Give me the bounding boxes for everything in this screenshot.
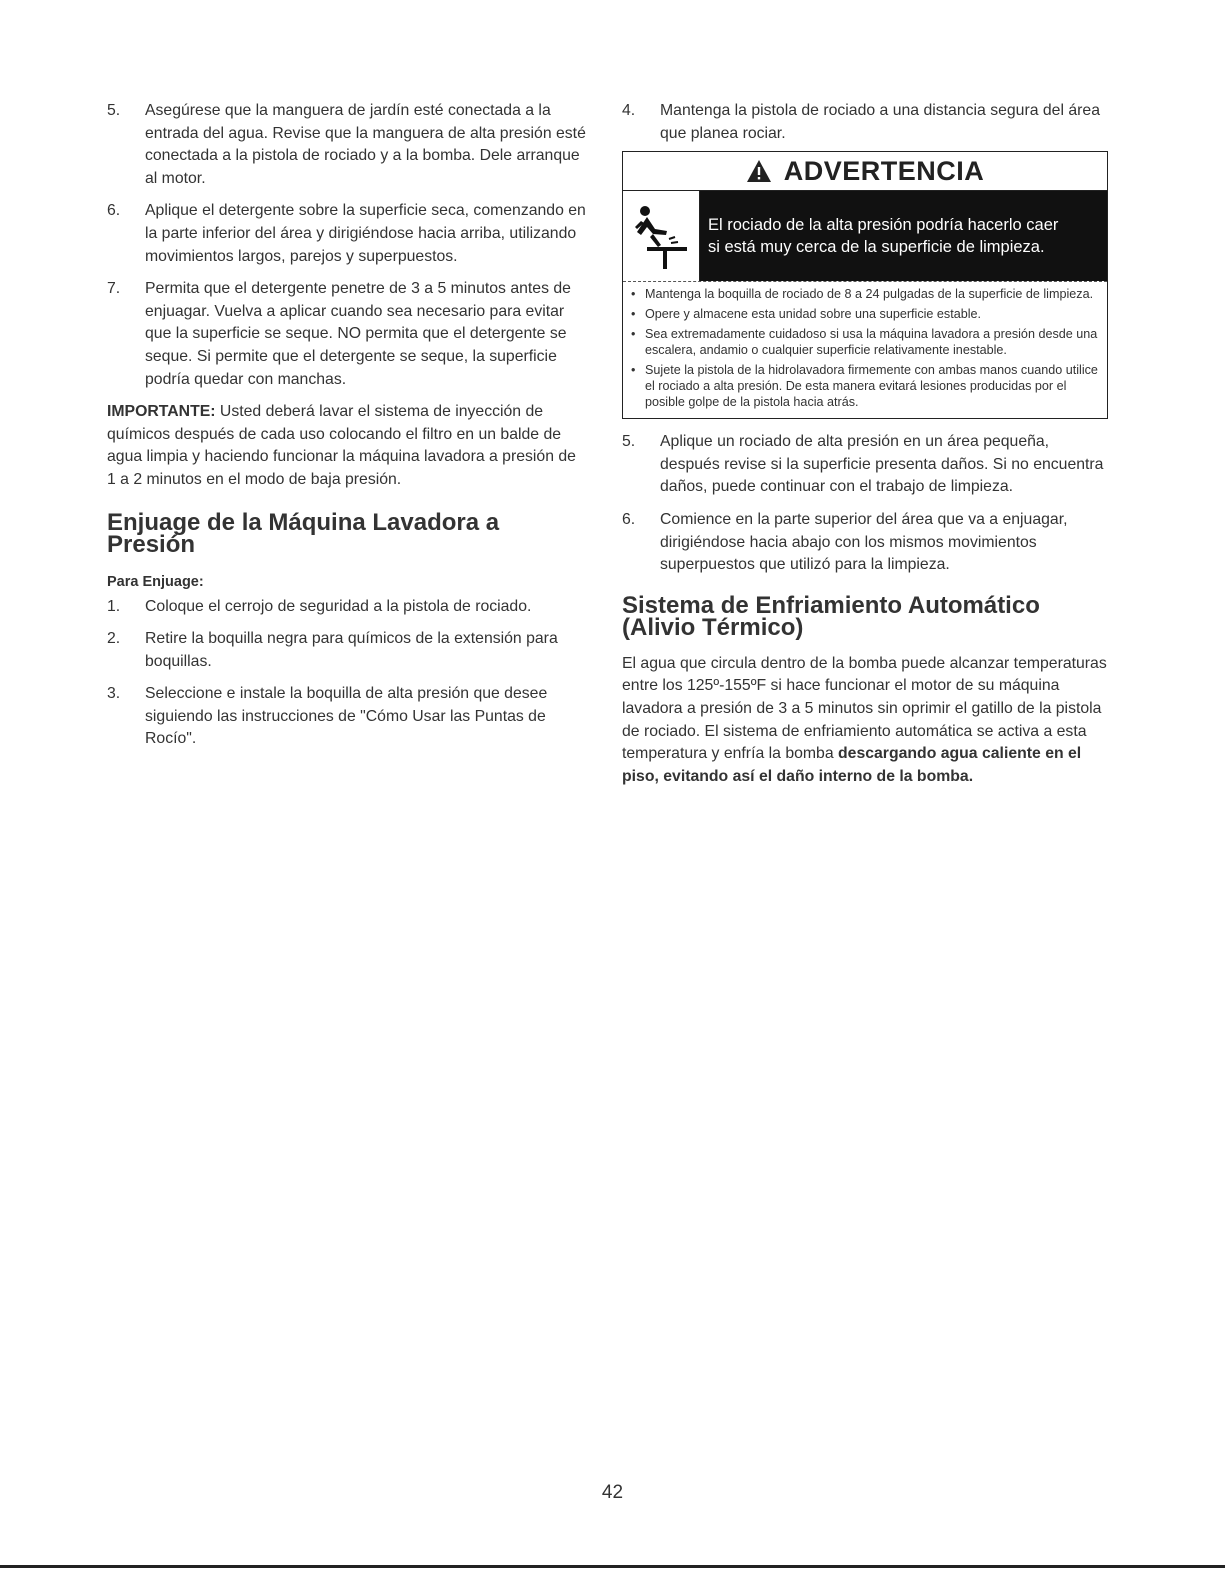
list-number: 6. xyxy=(622,510,636,528)
list-number: 6. xyxy=(107,202,121,220)
slip-hazard-panel xyxy=(623,191,700,281)
list-number: 5. xyxy=(622,433,636,451)
warning-bullet: • Opere y almacene esta unidad sobre una superficie estable. xyxy=(631,307,982,322)
list-text: Seleccione e instale la boquilla de alta presión que desee siguiendo las instrucciones de "Cómo Usar las Puntas de Rocío". xyxy=(145,685,548,748)
list-number: 2. xyxy=(107,630,121,648)
paragraph-text: El agua que circula dentro de la bomba puede alcanzar temperaturas entre los 125º-155ºF si hace funcionar el motor de su máquina lavadora a presión de 3 a 5 minutos sin oprimir el gatillo de la pistola de rociado. El sistema de enfriamiento automática se activa a esta temperatura y enfría la bomba xyxy=(622,654,1107,763)
warning-banner xyxy=(623,191,1107,282)
list-item xyxy=(107,278,587,391)
cooling-paragraph xyxy=(622,653,1108,789)
warning-title: ADVERTENCIA xyxy=(783,155,985,186)
banner-line: si está muy cerca de la superficie de limpieza. xyxy=(708,238,1045,257)
list-item xyxy=(107,683,587,751)
section-heading-cooling: Sistema de Enfriamiento Automático (Alivio Térmico) xyxy=(622,591,1040,641)
list-item xyxy=(622,509,1108,577)
list-text: Permita que el detergente penetre de 3 a 5 minutos antes de enjuagar. Vuelva a aplicar cuando sea necesario para evitar que la superficie se seque. NO permita que el detergente se seque. Si permite que el detergente se seque, la superficie podría quedar con manchas. xyxy=(145,280,571,388)
list-item xyxy=(107,200,587,268)
bullet-text: Sea extremadamente cuidadoso si usa la máquina lavadora a presión desde una escalera, andamio o cualquier superficie relativamente inestable. xyxy=(645,327,1098,358)
slip-hazard-icon xyxy=(633,201,689,271)
list-number: 4. xyxy=(622,102,636,119)
warning-banner-text xyxy=(700,191,1107,281)
subheading-rinse: Para Enjuage: xyxy=(107,573,204,590)
list-number: 3. xyxy=(107,685,121,703)
list-text: Coloque el cerrojo de seguridad a la pistola de rociado. xyxy=(145,597,532,615)
list-text: Aplique el detergente sobre la superficie seca, comenzando en la parte inferior del área y dirigiéndose hacia arriba, utilizando movimientos largos, parejos y superpuestos. xyxy=(145,202,586,265)
list-text: Retire la boquilla negra para químicos de la extensión para boquillas. xyxy=(145,630,558,670)
important-label: IMPORTANTE: xyxy=(107,403,216,421)
bullet-text: Mantenga la boquilla de rociado de 8 a 24 pulgadas de la superficie de limpieza. xyxy=(645,287,1094,302)
list-text: Comience en la parte superior del área que va a enjuagar, dirigiéndose hacia abajo con los mismos movimientos superpuestos que utilizó para la limpieza. xyxy=(660,510,1068,574)
warning-bullet: • Sea extremadamente cuidadoso si usa la máquina lavadora a presión desde una escalera, andamio o cualquier superficie relativamente inestable. xyxy=(631,327,1098,358)
list-item xyxy=(107,100,587,190)
paragraph-bold-text: descargando agua caliente en el piso, evitando así el daño interno de la bomba. xyxy=(622,745,1082,785)
bullet-text: Sujete la pistola de la hidrolavadora firmemente con ambas manos cuando utilice el rociado a alta presión. De esta manera evitará lesiones producidas por el posible golpe de la pistola hacia atrás. xyxy=(645,363,1098,410)
left-column xyxy=(107,100,587,761)
warning-bullet: • Sujete la pistola de la hidrolavadora firmemente con ambas manos cuando utilice el rociado a alta presión. De esta manera evitará lesiones producidas por el posible golpe de la pistola hacia atrás. xyxy=(631,363,1098,410)
list-item xyxy=(107,596,587,619)
warning-title-bar xyxy=(623,152,1107,191)
important-text: Usted deberá lavar el sistema de inyección de químicos después de cada uso colocando el filtro en un balde de agua limpia y haciendo funcionar la máquina lavadora a presión de 1 a 2 minutos en el modo de baja presión. xyxy=(107,403,576,488)
right-column xyxy=(622,100,1108,798)
banner-line: El rociado de la alta presión podría hacerlo caer xyxy=(708,216,1059,235)
list-item xyxy=(622,100,1108,145)
list-number: 1. xyxy=(107,597,121,615)
warning-triangle-icon xyxy=(746,159,772,183)
bullet-text: Opere y almacene esta unidad sobre una superficie estable. xyxy=(645,307,982,322)
warning-bullets xyxy=(623,282,1107,418)
warning-box xyxy=(622,151,1108,419)
page-number: 42 xyxy=(601,1482,624,1503)
list-item xyxy=(107,628,587,673)
list-number: 5. xyxy=(107,102,121,119)
footer-rule xyxy=(0,1565,1225,1568)
section-heading-rinse: Enjuage de la Máquina Lavadora a Presión xyxy=(107,508,500,558)
list-text: Asegúrese que la manguera de jardín esté conectada a la entrada del agua. Revise que la manguera de alta presión esté conectada a la pistola de rociado y a la bomba. Dele arranque al motor. xyxy=(145,102,586,187)
list-text: Mantenga la pistola de rociado a una distancia segura del área que planea rociar. xyxy=(660,102,1100,142)
warning-bullet: • Mantenga la boquilla de rociado de 8 a 24 pulgadas de la superficie de limpieza. xyxy=(631,287,1094,302)
important-note xyxy=(107,401,587,491)
list-item xyxy=(622,431,1108,499)
list-number: 7. xyxy=(107,280,121,298)
list-text: Aplique un rociado de alta presión en un área pequeña, después revise si la superficie presenta daños. Si no encuentra daños, puede continuar con el trabajo de limpieza. xyxy=(660,433,1104,496)
